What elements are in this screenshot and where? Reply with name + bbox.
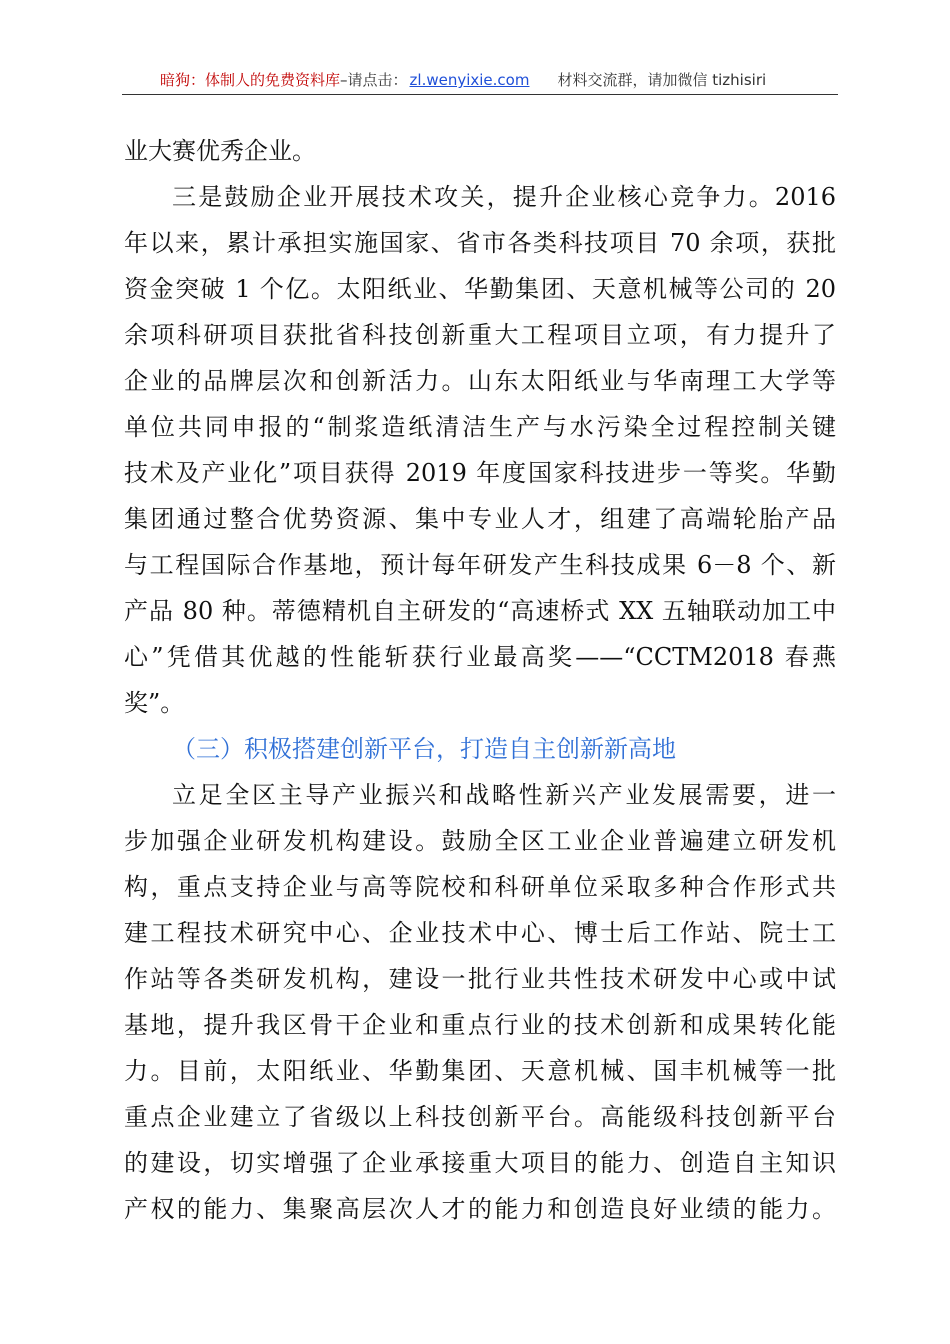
paragraph-line: 作站等各类研发机构，建设一批行业共性技术研发中心或中试 [124,965,836,993]
paragraph-line: 与工程国际合作基地，预计每年研发产生科技成果 6－8 个、新 [124,551,836,579]
paragraph-line: 产权的能力、集聚高层次人才的能力和创造良好业绩的能力。 [124,1195,836,1223]
paragraph-line: 单位共同申报的“制浆造纸清洁生产与水污染全过程控制关键 [124,413,836,441]
paragraph-line: 集团通过整合优势资源、集中专业人才，组建了高端轮胎产品 [124,505,836,533]
paragraph-line: 基地，提升我区骨干企业和重点行业的技术创新和成果转化能 [124,1011,836,1039]
section-heading: （三）积极搭建创新平台，打造自主创新新高地 [172,735,676,763]
paragraph-line: 构，重点支持企业与高等院校和科研单位采取多种合作形式共 [124,873,836,901]
paragraph-line: 立足全区主导产业振兴和战略性新兴产业发展需要，进一 [172,781,836,809]
paragraph-line: 余项科研项目获批省科技创新重大工程项目立项，有力提升了 [124,321,836,349]
paragraph-line: 步加强企业研发机构建设。鼓励全区工业企业普遍建立研发机 [124,827,836,855]
paragraph-line: 产品 80 种。蒂德精机自主研发的“高速桥式 XX 五轴联动加工中 [124,597,836,625]
header-note: 材料交流群，请加微信 tizhisiri [557,71,767,89]
header-url-link[interactable]: zl.wenyixie.com [409,71,530,89]
paragraph-line: 的建设，切实增强了企业承接重大项目的能力、创造自主知识 [124,1149,836,1177]
paragraph-line: 奖”。 [124,689,185,717]
paragraph-line: 重点企业建立了省级以上科技创新平台。高能级科技创新平台 [124,1103,836,1131]
paragraph-line: 力。目前，太阳纸业、华勤集团、天意机械、国丰机械等一批 [124,1057,836,1085]
page-header [122,66,838,95]
header-prompt: –请点击： [340,71,408,89]
paragraph-line: 年以来，累计承担实施国家、省市各类科技项目 70 余项，获批 [124,229,836,257]
paragraph-line: 心”凭借其优越的性能斩获行业最高奖——“CCTM2018 春燕 [124,643,836,671]
paragraph-line: 三是鼓励企业开展技术攻关，提升企业核心竞争力。2016 [172,183,836,211]
paragraph-line: 业大赛优秀企业。 [124,137,316,165]
paragraph-line: 企业的品牌层次和创新活力。山东太阳纸业与华南理工大学等 [124,367,836,395]
paragraph-line: 建工程技术研究中心、企业技术中心、博士后工作站、院士工 [124,919,836,947]
paragraph-line: 技术及产业化”项目获得 2019 年度国家科技进步一等奖。华勤 [124,459,836,487]
header-brand: 暗狗：体制人的免费资料库 [160,71,341,89]
paragraph-line: 资金突破 1 个亿。太阳纸业、华勤集团、天意机械等公司的 20 [124,275,836,303]
